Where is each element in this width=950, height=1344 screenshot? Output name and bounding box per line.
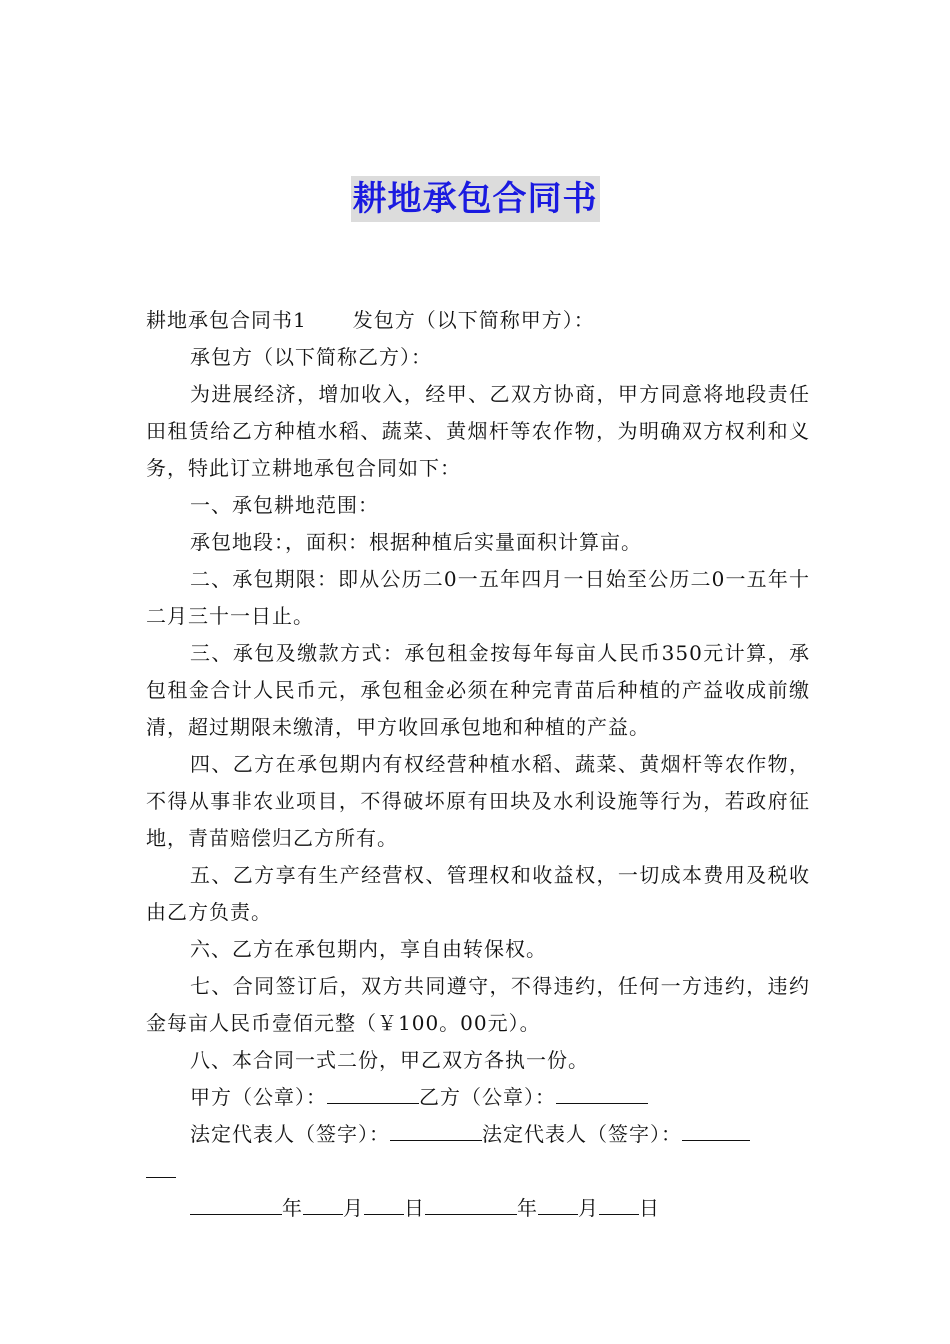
- title-wrap: [0, 176, 950, 222]
- rep-a-blank: [390, 1118, 482, 1141]
- rep-b-blank: [682, 1118, 750, 1141]
- document-body: [146, 302, 810, 1227]
- clause-1-heading: 一、承包耕地范围：: [190, 493, 379, 517]
- clause-4: 四、乙方在承包期内有权经营种植水稻、蔬菜、黄烟杆等农作物，不得从事非农业项目，不得破坏原有田块及水利设施等行为，若政府征地，青苗赔偿归乙方所有。: [146, 752, 810, 850]
- month-b-label: 月: [578, 1196, 599, 1220]
- seal-line: [146, 1079, 810, 1116]
- rep-a-label: 法定代表人（签字）：: [190, 1122, 390, 1146]
- party-a-seal-blank: [327, 1081, 419, 1104]
- clause-5: 五、乙方享有生产经营权、管理权和收益权，一切成本费用及税收由乙方负责。: [146, 863, 810, 924]
- year-a-blank: [190, 1192, 282, 1215]
- rep-b-label: 法定代表人（签字）：: [482, 1122, 682, 1146]
- rep-b-blank-continued: [146, 1155, 176, 1178]
- clause-7: 七、合同签订后，双方共同遵守，不得违约，任何一方违约，违约金每亩人民币壹佰元整（￥100。00元）。: [146, 974, 810, 1035]
- day-a-blank: [364, 1192, 404, 1215]
- intro-line: [146, 302, 810, 339]
- year-a-label: 年: [282, 1196, 303, 1220]
- document-title: 耕地承包合同书: [351, 176, 600, 222]
- year-b-label: 年: [517, 1196, 538, 1220]
- month-a-label: 月: [343, 1196, 364, 1220]
- day-a-label: 日: [404, 1196, 425, 1220]
- clause-8: 八、本合同一式二份，甲乙双方各执一份。: [190, 1048, 589, 1072]
- intro-ref: 耕地承包合同书1: [146, 308, 307, 332]
- party-b-seal-label: 乙方（公章）：: [419, 1085, 556, 1109]
- clause-2: 二、承包期限：即从公历二0一五年四月一日始至公历二0一五年十二月三十一日止。: [146, 567, 810, 628]
- paragraph-preamble: 为进展经济，增加收入，经甲、乙双方协商，甲方同意将地段责任田租赁给乙方种植水稻、蔬菜、黄烟杆等农作物，为明确双方权利和义务，特此订立耕地承包合同如下：: [146, 382, 810, 480]
- month-a-blank: [303, 1192, 343, 1215]
- clause-1-detail: 承包地段：，面积：根据种植后实量面积计算亩。: [190, 530, 642, 554]
- representative-line: [146, 1116, 810, 1153]
- clause-6: 六、乙方在承包期内，享自由转保权。: [190, 937, 547, 961]
- year-b-blank: [425, 1192, 517, 1215]
- party-b-seal-blank: [556, 1081, 648, 1104]
- party-a-line: 发包方（以下简称甲方）：: [352, 308, 595, 332]
- date-line: [146, 1190, 810, 1227]
- clause-3: 三、承包及缴款方式：承包租金按每年每亩人民币350元计算，承包租金合计人民币元，承包租金必须在种完青苗后种植的产益收成前缴清，超过期限未缴清，甲方收回承包地和种植的产益。: [146, 641, 810, 739]
- month-b-blank: [538, 1192, 578, 1215]
- day-b-label: 日: [639, 1196, 660, 1220]
- day-b-blank: [599, 1192, 639, 1215]
- representative-line-wrap: [146, 1153, 810, 1190]
- party-a-seal-label: 甲方（公章）：: [190, 1085, 327, 1109]
- paragraph-party-b: 承包方（以下简称乙方）：: [190, 345, 432, 369]
